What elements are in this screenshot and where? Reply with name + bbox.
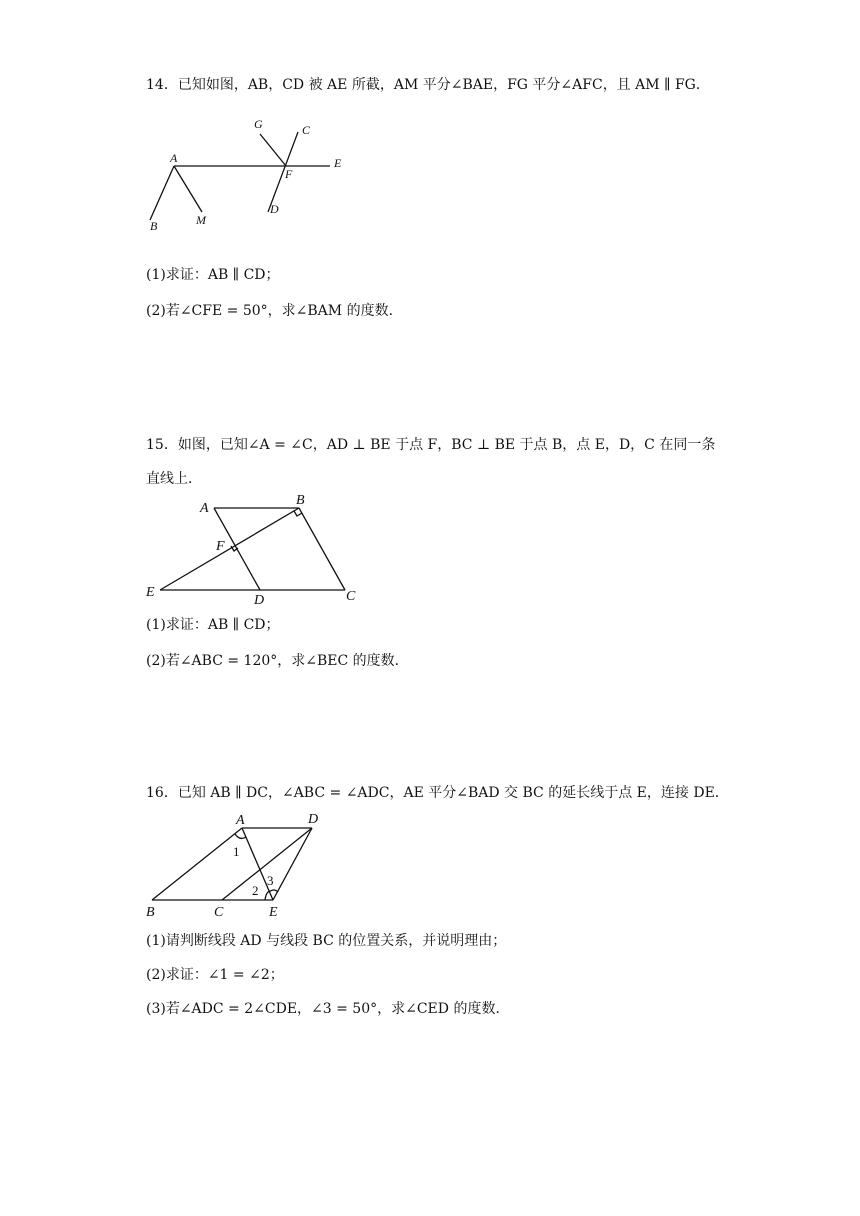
q16-label-2: 2 bbox=[252, 883, 259, 898]
q15-stem-line1: 15．如图，已知∠A = ∠C，AD ⊥ BE 于点 F，BC ⊥ BE 于点 B，点 E，D，C 在同一条 bbox=[146, 437, 716, 453]
q16-label-B: B bbox=[146, 905, 155, 918]
q16-label-C: C bbox=[214, 905, 224, 918]
q16-part2: (2)求证：∠1 = ∠2； bbox=[146, 967, 284, 983]
q15-label-A: A bbox=[200, 501, 209, 516]
q14-label-E: E bbox=[334, 156, 342, 170]
q14-label-C: C bbox=[302, 123, 311, 137]
q16-angle-arc-3 bbox=[269, 890, 278, 892]
q15-label-E: E bbox=[146, 585, 155, 600]
q16-stem: 16．已知 AB ∥ DC，∠ABC = ∠ADC，AE 平分∠BAD 交 BC 的延长线于点 E，连接 DE． bbox=[146, 785, 729, 801]
q16-part1: (1)请判断线段 AD 与线段 BC 的位置关系，并说明理由； bbox=[146, 933, 507, 949]
q16-part3: (3)若∠ADC = 2∠CDE，∠3 = 50°，求∠CED 的度数． bbox=[146, 1001, 510, 1017]
q15-label-C: C bbox=[346, 589, 356, 604]
q14-line-AM bbox=[174, 166, 202, 212]
q14-line-CD bbox=[268, 132, 298, 212]
q15-line-BC bbox=[299, 508, 345, 590]
q16-line-DE bbox=[273, 828, 312, 900]
q15-figure bbox=[140, 490, 370, 610]
q16-line-DC bbox=[222, 828, 312, 900]
q14-label-D: D bbox=[270, 202, 279, 216]
q14-label-A: A bbox=[170, 151, 178, 165]
q15-part1: (1)求证：AB ∥ CD； bbox=[146, 617, 280, 633]
q15-label-B: B bbox=[296, 493, 305, 508]
q14-label-B: B bbox=[150, 219, 158, 233]
q14-part1: (1)求证：AB ∥ CD； bbox=[146, 267, 280, 283]
q14-figure bbox=[140, 112, 380, 242]
q15-label-D: D bbox=[254, 593, 265, 608]
q14-label-M: M bbox=[196, 213, 206, 227]
q14-line-AB bbox=[150, 166, 174, 220]
q16-label-A: A bbox=[236, 813, 245, 828]
q16-label-1: 1 bbox=[233, 844, 240, 859]
q14-stem: 14．已知如图，AB，CD 被 AE 所截，AM 平分∠BAE，FG 平分∠AFC，且 AM ∥ FG． bbox=[146, 77, 710, 93]
q15-part2: (2)若∠ABC = 120°，求∠BEC 的度数． bbox=[146, 653, 409, 669]
q15-line-BE bbox=[160, 508, 299, 590]
q14-label-G: G bbox=[254, 117, 263, 131]
q14-part2: (2)若∠CFE = 50°，求∠BAM 的度数． bbox=[146, 303, 403, 319]
q15-label-F: F bbox=[216, 539, 225, 554]
q16-line-AB bbox=[152, 828, 242, 900]
q15-stem-line2: 直线上． bbox=[146, 471, 202, 487]
q14-label-F: F bbox=[285, 167, 293, 181]
q16-label-3: 3 bbox=[267, 873, 274, 888]
q16-label-D: D bbox=[308, 812, 319, 827]
q14-line-FG bbox=[260, 134, 286, 166]
q16-label-E: E bbox=[269, 905, 278, 918]
q16-figure bbox=[140, 808, 360, 918]
